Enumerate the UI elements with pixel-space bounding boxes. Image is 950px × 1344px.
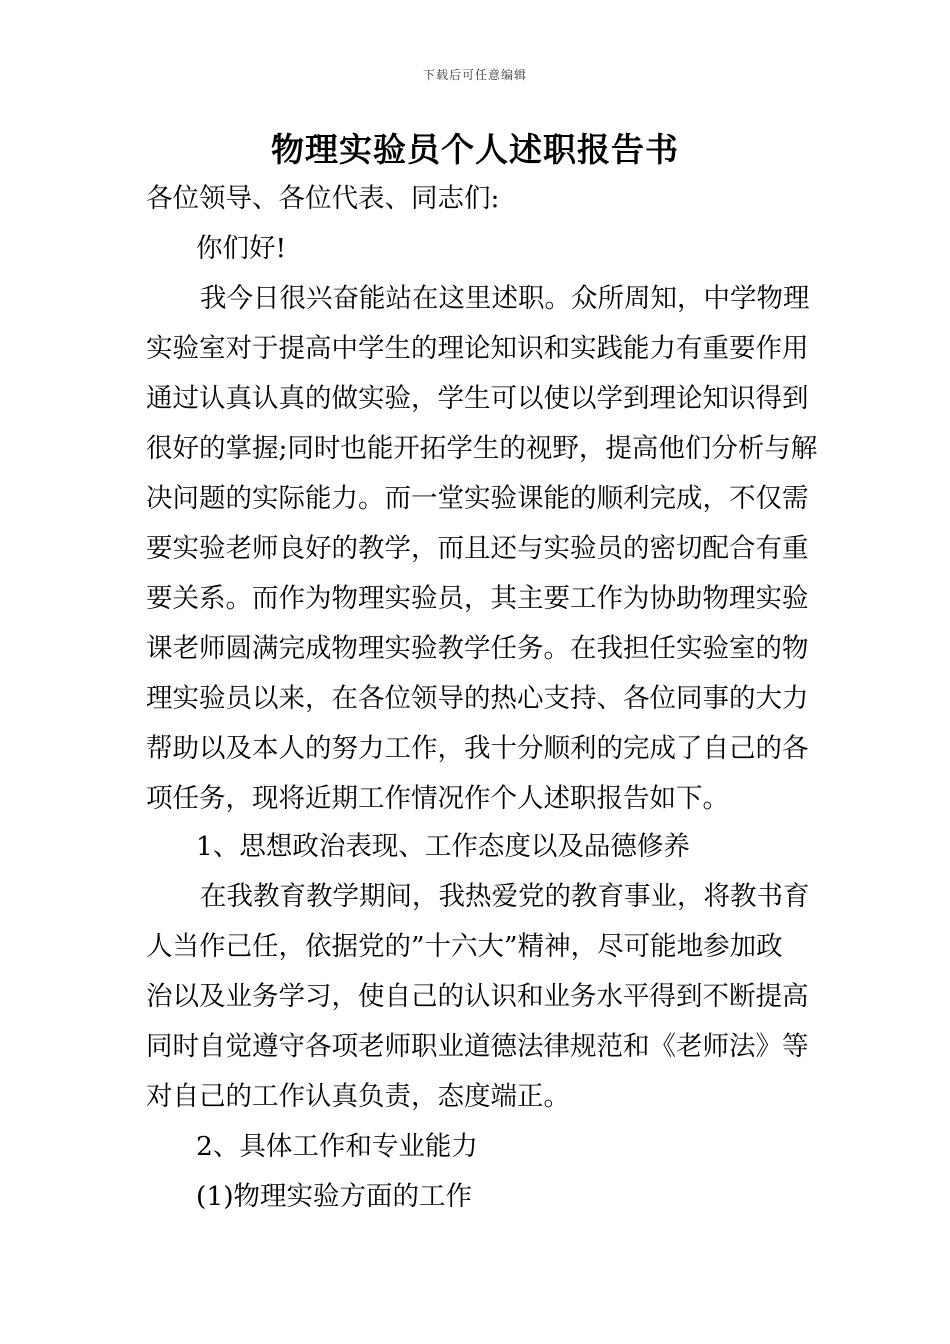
paragraph-line: 同时自觉遵守各项老师职业道德法律规范和《老师法》等 xyxy=(146,1031,809,1062)
paragraph-line: 要关系。而作为物理实验员，其主要工作为协助物理实验 xyxy=(146,583,809,614)
paragraph-line: 治以及业务学习，使自己的认识和业务水平得到不断提高 xyxy=(146,981,809,1012)
salutation: 各位领导、各位代表、同志们: xyxy=(146,183,500,214)
paragraph-line: 课老师圆满完成物理实验教学任务。在我担任实验室的物 xyxy=(146,633,809,664)
paragraph-line: 人当作己任，依据党的”十六大”精神，尽可能地参加政 xyxy=(146,931,783,962)
section-1-heading: 1、思想政治表现、工作态度以及品德修养 xyxy=(196,831,690,862)
document-title: 物理实验员个人述职报告书 xyxy=(271,130,679,169)
paragraph-line: 理实验员以来，在各位领导的热心支持、各位同事的大力 xyxy=(146,683,809,714)
paragraph-line: 决问题的实际能力。而一堂实验课能的顺利完成，不仅需 xyxy=(146,483,809,514)
paragraph-line: 要实验老师良好的教学，而且还与实验员的密切配合有重 xyxy=(146,533,809,564)
paragraph-line: 在我教育教学期间，我热爱党的教育事业，将教书育 xyxy=(200,881,810,912)
paragraph-line: 我今日很兴奋能站在这里述职。众所周知，中学物理 xyxy=(200,283,810,314)
paragraph-line: 帮助以及本人的努力工作，我十分顺利的完成了自己的各 xyxy=(146,733,809,764)
subsection-heading: (1)物理实验方面的工作 xyxy=(196,1181,473,1212)
header-note: 下载后可任意编辑 xyxy=(422,68,527,82)
greeting: 你们好! xyxy=(196,233,287,264)
section-2-heading: 2、具体工作和专业能力 xyxy=(196,1131,478,1162)
paragraph-line: 实验室对于提高中学生的理论知识和实践能力有重要作用 xyxy=(146,333,809,364)
paragraph-line: 项任务，现将近期工作情况作个人述职报告如下。 xyxy=(146,783,729,814)
paragraph-line: 很好的掌握;同时也能开拓学生的视野，提高他们分析与解 xyxy=(146,433,818,464)
paragraph-line: 通过认真认真的做实验，学生可以使以学到理论知识得到 xyxy=(146,383,809,414)
paragraph-line: 对自己的工作认真负责，态度端正。 xyxy=(146,1081,570,1112)
